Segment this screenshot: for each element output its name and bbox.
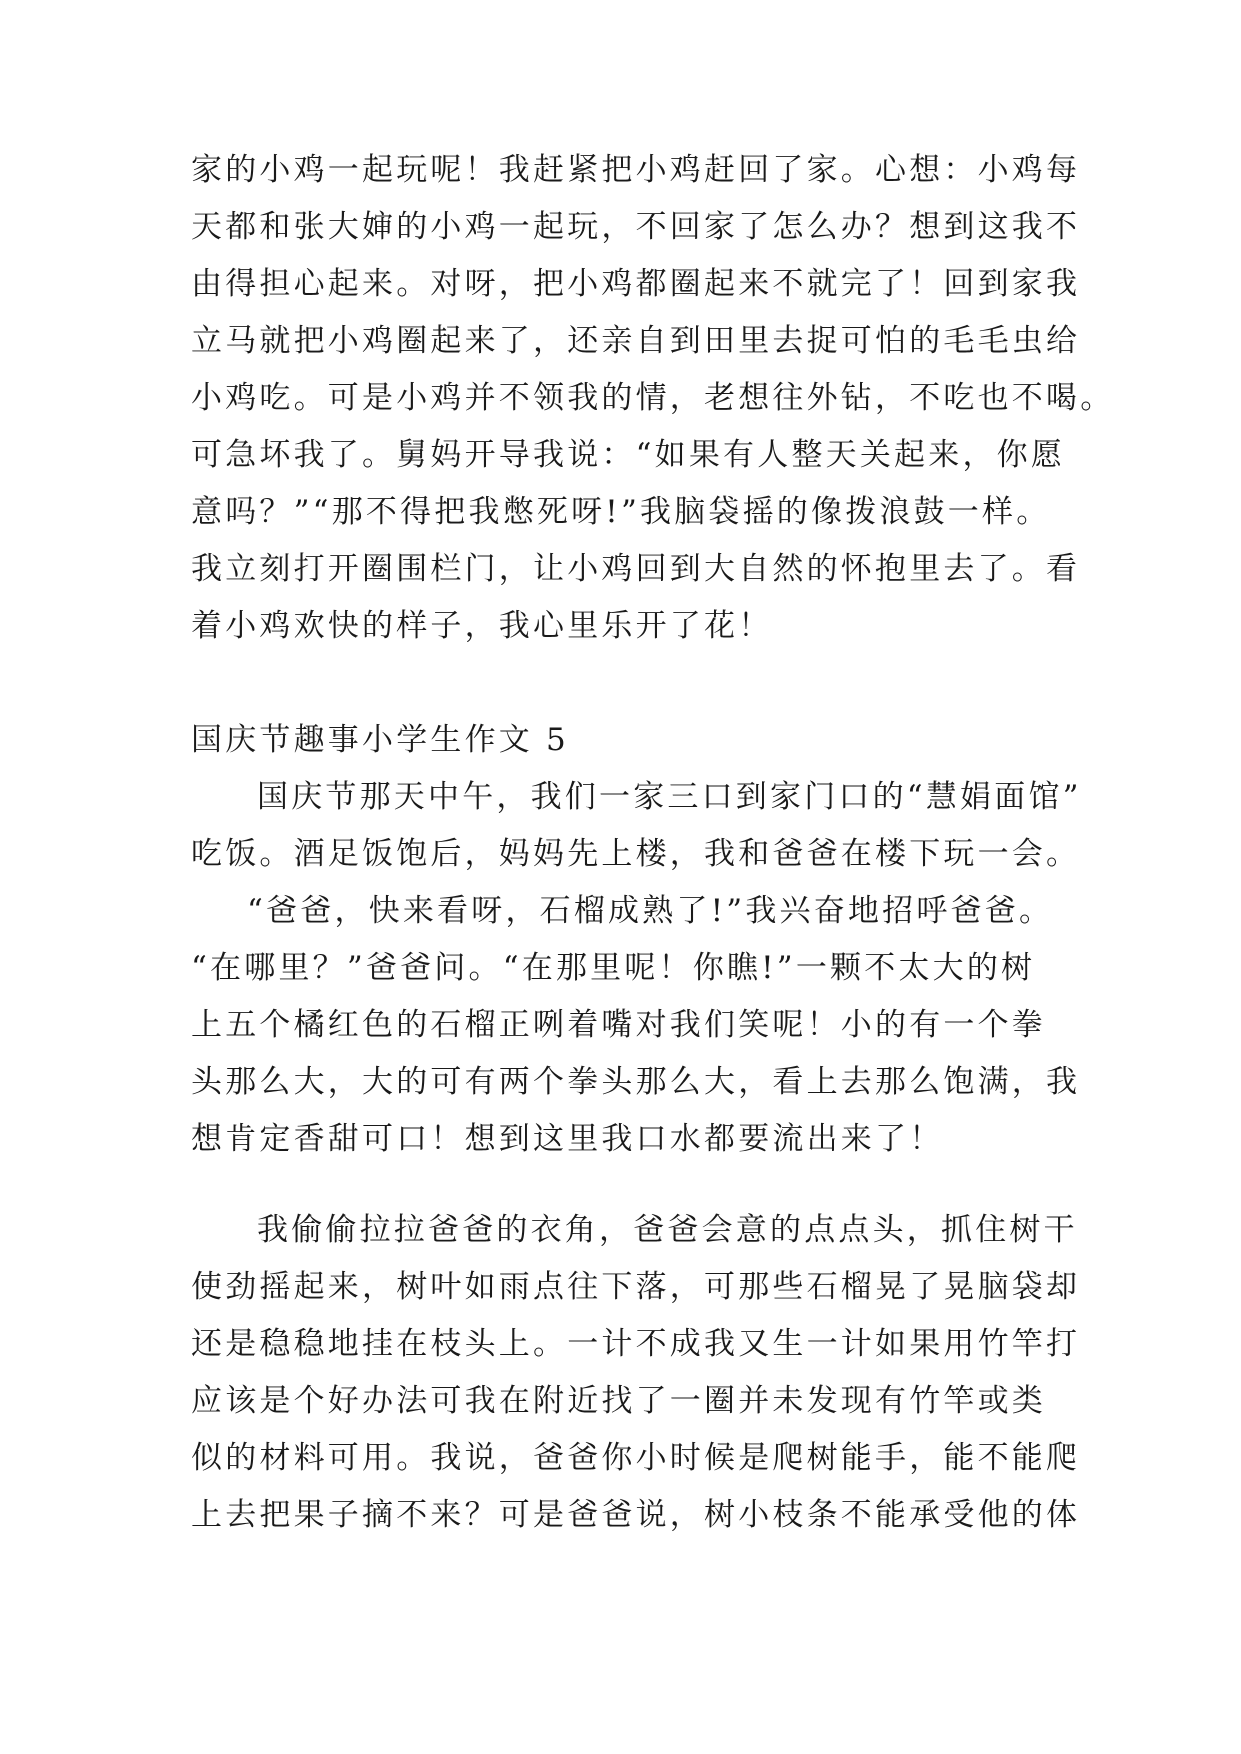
text-line: 使劲摇起来，树叶如雨点往下落，可那些石榴晃了晃脑袋却 <box>191 1269 1081 1305</box>
text-line: 我立刻打开圈围栏门，让小鸡回到大自然的怀抱里去了。看 <box>191 551 1081 587</box>
text-line: 家的小鸡一起玩呢！我赶紧把小鸡赶回了家。心想：小鸡每 <box>191 152 1081 188</box>
essay-title: 国庆节趣事小学生作文 5 <box>191 722 569 758</box>
text-line: 由得担心起来。对呀，把小鸡都圈起来不就完了！回到家我 <box>191 266 1081 302</box>
text-line: “在哪里？”爸爸问。“在那里呢！你瞧!”一颗不太大的树 <box>191 950 1036 986</box>
text-line: 国庆节那天中午，我们一家三口到家门口的“慧娟面馆” <box>257 779 1082 815</box>
text-line: 上五个橘红色的石榴正咧着嘴对我们笑呢！小的有一个拳 <box>191 1007 1046 1043</box>
text-line: 天都和张大婶的小鸡一起玩，不回家了怎么办？想到这我不 <box>191 209 1081 245</box>
text-line: 着小鸡欢快的样子，我心里乐开了花！ <box>191 608 773 644</box>
text-line: 应该是个好办法可我在附近找了一圈并未发现有竹竿或类 <box>191 1383 1046 1419</box>
text-line: 意吗？”“那不得把我憋死呀!”我脑袋摇的像拨浪鼓一样。 <box>191 494 1051 530</box>
text-line: “爸爸，快来看呀，石榴成熟了!”我兴奋地招呼爸爸。 <box>247 893 1054 929</box>
text-line: 上去把果子摘不来？可是爸爸说，树小枝条不能承受他的体 <box>191 1497 1081 1533</box>
text-line: 吃饭。酒足饭饱后，妈妈先上楼，我和爸爸在楼下玩一会。 <box>191 836 1081 872</box>
text-line: 似的材料可用。我说，爸爸你小时候是爬树能手，能不能爬 <box>191 1440 1081 1476</box>
text-line: 还是稳稳地挂在枝头上。一计不成我又生一计如果用竹竿打 <box>191 1326 1081 1362</box>
text-line: 可急坏我了。舅妈开导我说：“如果有人整天关起来，你愿 <box>191 437 1066 473</box>
text-line: 想肯定香甜可口！想到这里我口水都要流出来了！ <box>191 1121 944 1157</box>
text-line: 立马就把小鸡圈起来了，还亲自到田里去捉可怕的毛毛虫给 <box>191 323 1081 359</box>
text-line: 头那么大，大的可有两个拳头那么大，看上去那么饱满，我 <box>191 1064 1081 1100</box>
text-line: 我偷偷拉拉爸爸的衣角，爸爸会意的点点头，抓住树干 <box>257 1212 1078 1248</box>
text-line: 小鸡吃。可是小鸡并不领我的情，老想往外钻，不吃也不喝。 <box>191 380 1115 416</box>
